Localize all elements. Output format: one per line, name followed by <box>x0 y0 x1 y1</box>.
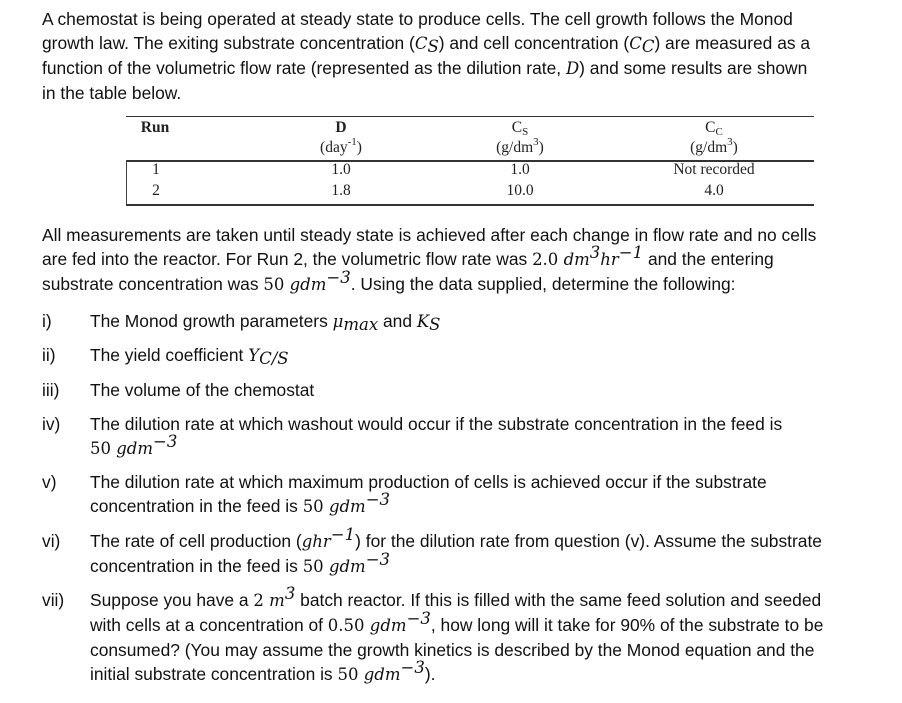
table-bottom-rule <box>126 204 814 206</box>
table-cell-run: 1 <box>152 161 160 178</box>
table-top-rule <box>126 116 814 117</box>
question-number: iv) <box>42 414 61 434</box>
table-cell-cs: 10.0 <box>506 182 534 199</box>
question-text: The dilution rate at which maximum production of cells is achieved occur if the substrate concentration in the feed is 50 gdm$^{-3}$ <box>90 472 767 516</box>
question-text: The rate of cell production (ghr$^{-1}$) for the dilution rate from question (v). Assume the substrate concentration in the feed is 50 gdm$^{-3}$ <box>90 525 822 576</box>
question-number: i) <box>42 311 52 331</box>
question-text: The volume of the chemostat <box>90 380 315 400</box>
table-cell-cc: Not recorded <box>673 161 755 178</box>
intro-line-3: function of the volumetric flow rate (represented as the dilution rate, D) and some results are shown <box>42 58 808 78</box>
conditions-paragraph <box>42 223 868 297</box>
header-d: D (day$^{-1}$) <box>320 119 362 156</box>
header-run: Run <box>140 119 170 136</box>
table-cell-d: 1.8 <box>331 182 351 199</box>
table-cell-d: 1.0 <box>331 161 351 178</box>
question-text: Suppose you have a 2 $m^3$ batch reactor. If this is filled with the same feed solution and seeded with cells at a concentration of 0.50 gdm$^{-3}$, how long will it take for 90% of the substrate to be consumed? (You may assume the growth kinetics is described by the Monod equation and the initial substrate concentration is 50 gdm$^{-3}$). <box>90 584 824 684</box>
question-number: iii) <box>42 380 60 400</box>
question-number: ii) <box>42 345 56 365</box>
intro-paragraph <box>42 7 868 105</box>
conditions-line-1: All measurements are taken until steady state is achieved after each change in flow rate and no cells <box>42 225 817 245</box>
table-left-border <box>126 160 127 204</box>
question-number: v) <box>42 472 57 492</box>
question-number: vi) <box>42 531 61 551</box>
question-text: The dilution rate at which washout would occur if the substrate concentration in the feed is 50 gdm$^{-3}$ <box>90 414 783 458</box>
header-cc: $C_C$ $(g/dm^3)$ <box>690 119 738 156</box>
question-text: The Monod growth parameters $\mu_{max}$ and $K_S$ <box>90 311 441 334</box>
intro-line-1: A chemostat is being operated at steady state to produce cells. The cell growth follows the Monod <box>42 9 793 29</box>
table-cell-run: 2 <box>152 182 160 199</box>
conditions-line-3: substrate concentration was 50 gdm$^{-3}$. Using the data supplied, determine the following: <box>42 268 736 294</box>
conditions-line-2: are fed into the reactor. For Run 2, the volumetric flow rate was 2.0 $dm^3hr^{-1}$ and the entering <box>42 243 774 269</box>
table-cell-cs: 1.0 <box>510 161 530 178</box>
intro-line-2: growth law. The exiting substrate concentration $(C_S)$ and cell concentration $(C_C)$ are measured as a <box>42 33 811 56</box>
question-number: vii) <box>42 590 65 610</box>
header-cs: $C_S$ $(g/dm^3)$ <box>496 119 544 156</box>
table-cell-cc: 4.0 <box>704 182 724 199</box>
intro-line-4: in the table below. <box>42 83 182 103</box>
question-text: The yield coefficient $Y_{C/S}$ <box>90 345 289 368</box>
